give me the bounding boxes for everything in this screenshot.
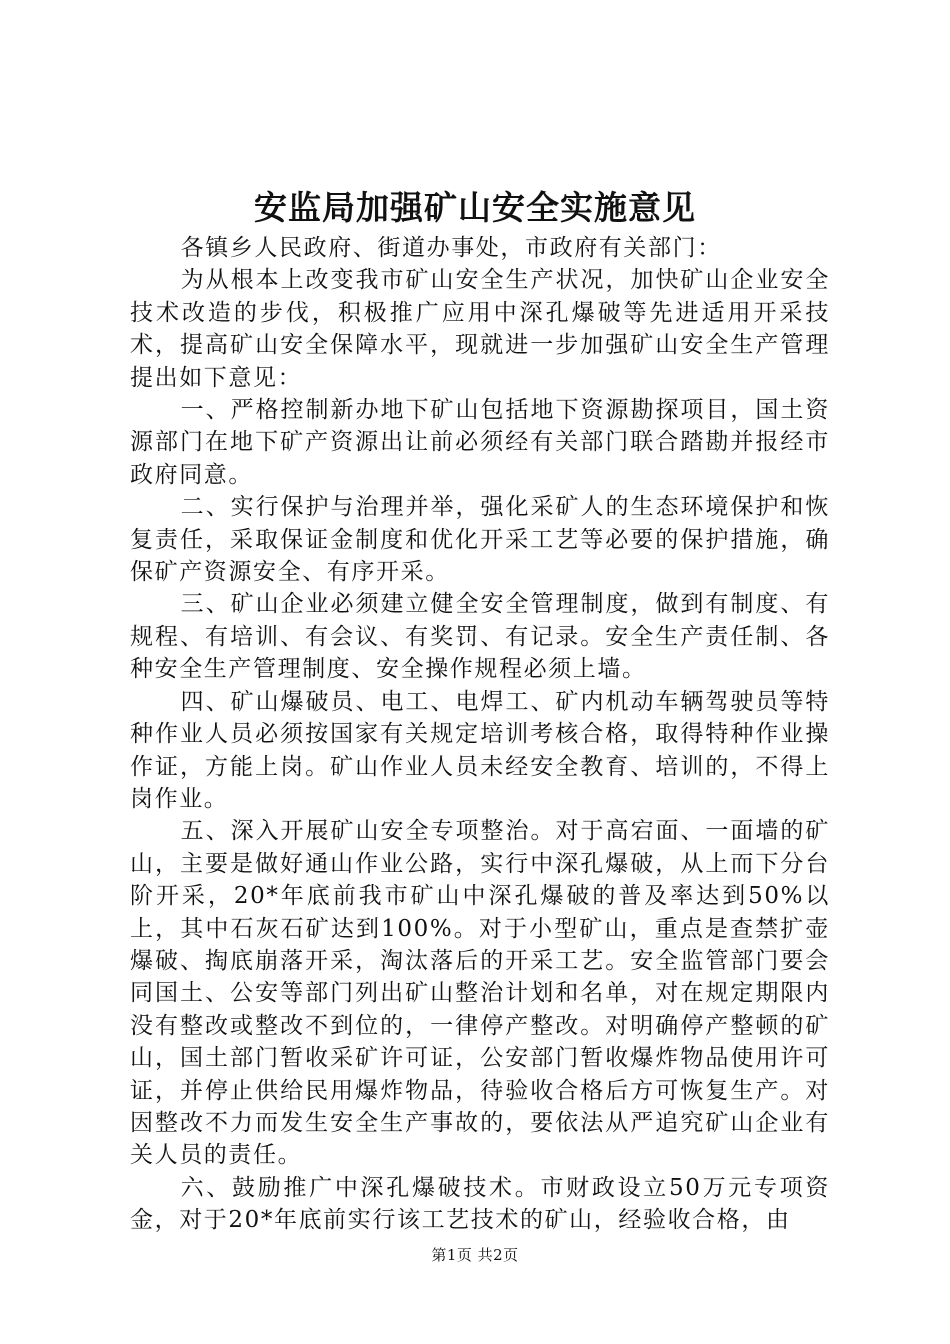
paragraph-item-5: 五、深入开展矿山安全专项整治。对于高宕面、一面墙的矿山，主要是做好通山作业公路，实行中深孔爆破，从上而下分台阶开采，20*年底前我市矿山中深孔爆破的普及率达到50%以上，其中石灰石矿达到100%。对于小型矿山，重点是查禁扩壶爆破、掏底崩落开采，淘汰落后的开采工艺。安全监管部门要会同国土、公安等部门列出矿山整治计划和名单，对在规定期限内没有整改或整改不到位的，一律停产整改。对明确停产整顿的矿山，国土部门暂收采矿许可证，公安部门暂收爆炸物品使用许可证，并停止供给民用爆炸物品，待验收合格后方可恢复生产。对因整改不力而发生安全生产事故的，要依法从严追究矿山企业有关人员的责任。 — [130, 818, 830, 1169]
paragraph-item-4: 四、矿山爆破员、电工、电焊工、矿内机动车辆驾驶员等特种作业人员必须按国家有关规定培训考核合格，取得特种作业操作证，方能上岗。矿山作业人员未经安全教育、培训的，不得上岗作业。 — [130, 688, 830, 812]
paragraph-item-6: 六、鼓励推广中深孔爆破技术。市财政设立50万元专项资金，对于20*年底前实行该工艺技术的矿山，经验收合格，由 — [130, 1174, 830, 1234]
page-number: 第1页 共2页 — [431, 1246, 519, 1264]
document-title: 安监局加强矿山安全实施意见 — [254, 188, 696, 227]
paragraph-item-3: 三、矿山企业必须建立健全安全管理制度，做到有制度、有规程、有培训、有会议、有奖罚、有记录。安全生产责任制、各种安全生产管理制度、安全操作规程必须上墙。 — [130, 591, 830, 683]
paragraph-item-1: 一、严格控制新办地下矿山包括地下资源勘探项目，国土资源部门在地下矿产资源出让前必须经有关部门联合踏勘并报经市政府同意。 — [130, 397, 830, 488]
salutation: 各镇乡人民政府、街道办事处，市政府有关部门： — [180, 235, 722, 261]
paragraph-item-2: 二、实行保护与治理并举，强化采矿人的生态环境保护和恢复责任，采取保证金制度和优化开采工艺等必要的保护措施，确保矿产资源安全、有序开采。 — [130, 494, 830, 586]
paragraph-intro: 为从根本上改变我市矿山安全生产状况，加快矿山企业安全技术改造的步伐，积极推广应用中深孔爆破等先进适用开采技术，提高矿山安全保障水平，现就进一步加强矿山安全生产管理提出如下意见： — [130, 267, 830, 391]
document-body — [130, 232, 830, 1237]
page-footer — [0, 1244, 950, 1265]
